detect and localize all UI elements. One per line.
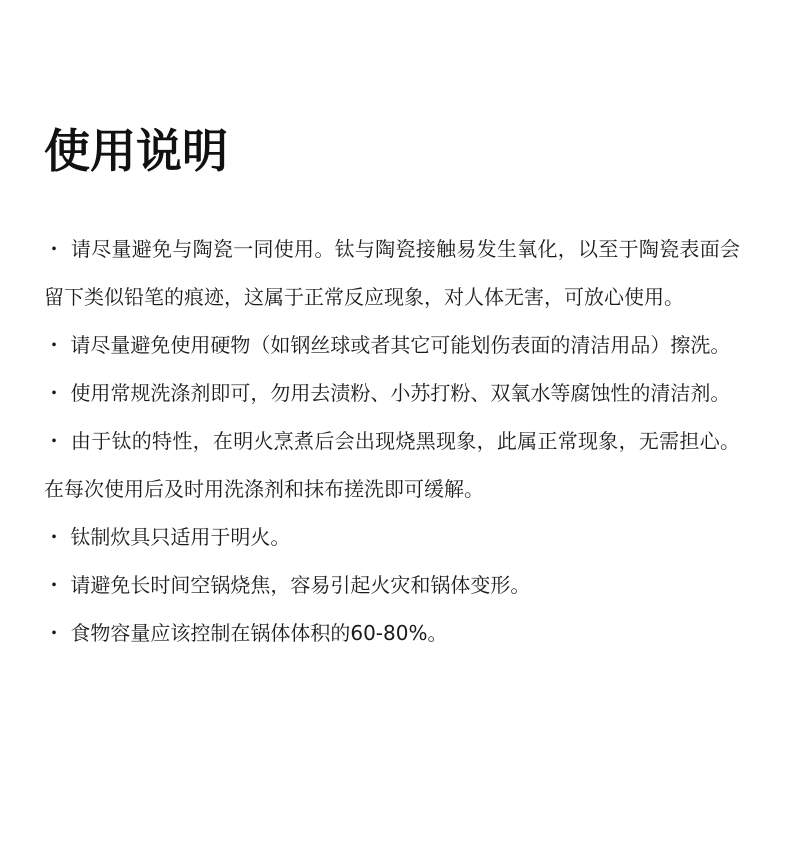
note-blackening: ・ 由于钛的特性，在明火烹煮后会出现烧黑现象，此属正常现象，无需担心。在每次使用后及时用洗涤剂和抹布搓洗即可缓解。 — [44, 429, 740, 501]
note-hard-objects: ・ 请尽量避免使用硬物（如钢丝球或者其它可能划伤表面的清洁用品）擦洗。 — [44, 333, 731, 357]
note-open-flame: ・ 钛制炊具只适用于明火。 — [44, 525, 291, 549]
page-title: 使用说明 — [44, 124, 228, 178]
note-capacity: ・ 食物容量应该控制在锅体体积的60-80%。 — [44, 621, 448, 645]
note-detergent: ・ 使用常规洗涤剂即可，勿用去渍粉、小苏打粉、双氧水等腐蚀性的清洁剂。 — [44, 381, 731, 405]
usage-notes-list — [44, 225, 740, 657]
note-ceramic: ・ 请尽量避免与陶瓷一同使用。钛与陶瓷接触易发生氧化，以至于陶瓷表面会留下类似铅笔的痕迹，这属于正常反应现象，对人体无害，可放心使用。 — [44, 237, 740, 309]
note-dry-burning: ・ 请避免长时间空锅烧焦，容易引起火灾和锅体变形。 — [44, 573, 531, 597]
